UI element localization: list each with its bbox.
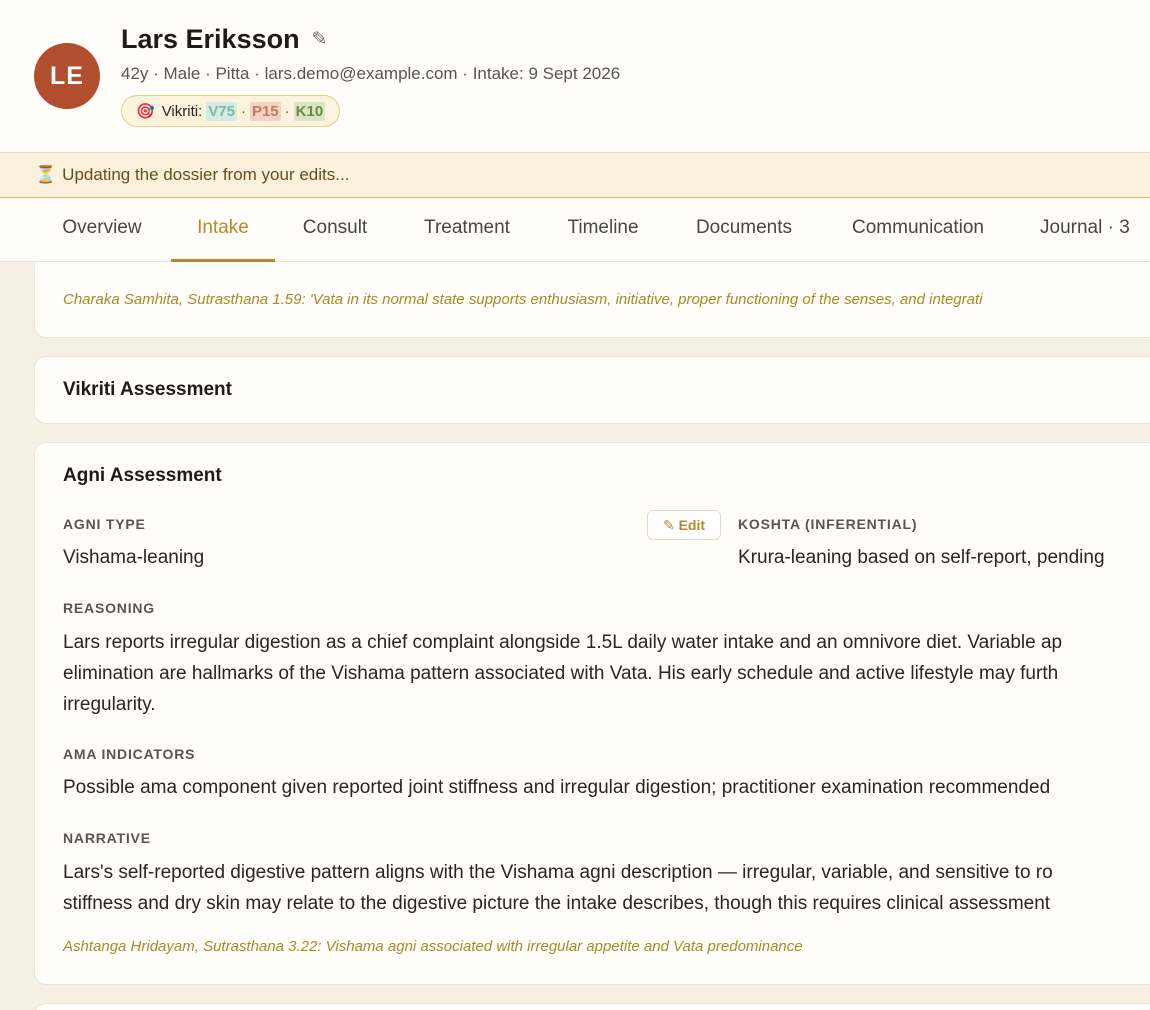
banner-text: Updating the dossier from your edits... (62, 165, 350, 184)
avatar: LE (34, 43, 100, 109)
tab-communication[interactable]: Communication (852, 217, 984, 238)
kapha-score: K10 (295, 102, 324, 120)
citation: Ashtanga Hridayam, Sutrasthana 3.22: Vishama agni associated with irregular appetite and Vata predominance (63, 938, 803, 955)
card-title: Vikriti Assessment (63, 379, 232, 400)
agni-type-label: AGNI TYPE (63, 516, 146, 532)
reasoning-label: REASONING (63, 600, 155, 616)
edit-pencil-icon[interactable]: ✎ (311, 29, 328, 50)
tab-documents[interactable]: Documents (695, 217, 793, 238)
koshta-label: KOSHTA (INFERENTIAL) (738, 516, 918, 532)
patient-name: Lars Eriksson (121, 24, 300, 54)
narrative-label: NARRATIVE (63, 830, 151, 846)
tab-intake[interactable]: Intake (171, 198, 275, 262)
target-icon: 🎯 (136, 103, 155, 120)
vikriti-assessment-card[interactable] (34, 356, 1150, 424)
ama-indicators-label: AMA INDICATORS (63, 746, 196, 762)
citation: Charaka Samhita, Sutrasthana 1.59: 'Vata in its normal state supports enthusiasm, initiative, proper functioning of the senses, and integrati (63, 291, 983, 308)
tab-journal[interactable]: Journal · 3 (1040, 217, 1130, 238)
update-banner (0, 152, 1150, 198)
card-title: Agni Assessment (63, 465, 222, 486)
edit-button[interactable]: ✎ Edit (647, 510, 721, 540)
koshta-value: Krura-leaning based on self-report, pending (738, 547, 1105, 568)
vikriti-label: Vikriti: (161, 102, 203, 120)
agni-assessment-card (34, 442, 1150, 985)
tab-treatment[interactable]: Treatment (424, 217, 510, 238)
reasoning-text: Lars reports irregular digestion as a chief complaint alongside 1.5L daily water intake and an omnivore diet. Variable ap elimination are hallmarks of the Vishama pattern associated with Vata. His early schedule and active lifestyle may furth irregularity. (63, 632, 1063, 715)
narrative-text: Lars's self-reported digestive pattern aligns with the Vishama agni description — irregular, variable, and sensitive to ro stiffness and dry skin may relate to the digestive picture the intake describes, though this requires clinical assessment (63, 862, 1053, 914)
ama-indicators-value: Possible ama component given reported joint stiffness and irregular digestion; practitioner examination recommended (63, 777, 1051, 798)
patient-meta: 42y · Male · Pitta · lars.demo@example.com · Intake: 9 Sept 2026 (121, 64, 621, 83)
next-card (34, 1003, 1150, 1010)
tab-consult[interactable]: Consult (302, 217, 368, 238)
agni-type-value: Vishama-leaning (63, 547, 205, 568)
tab-overview[interactable]: Overview (62, 217, 142, 238)
patient-header (0, 0, 1150, 152)
tab-timeline[interactable]: Timeline (567, 217, 639, 238)
vikriti-badge (121, 95, 340, 127)
separator: · (240, 102, 246, 120)
tab-bar (0, 198, 1150, 262)
hourglass-icon: ⏳ (35, 165, 57, 184)
vata-score: V75 (208, 102, 235, 120)
separator: · (284, 102, 290, 120)
name-row (121, 24, 328, 55)
pitta-score: P15 (251, 102, 279, 120)
